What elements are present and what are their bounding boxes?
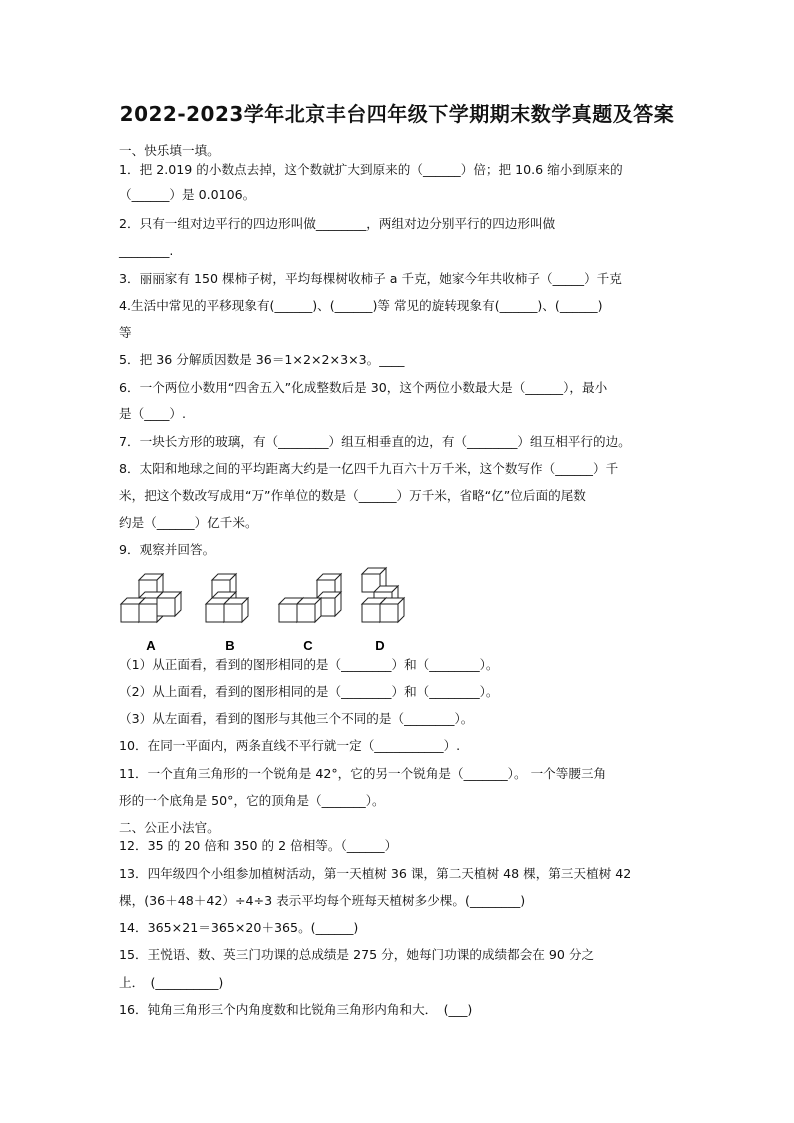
question-15-line-2: 上． (__________) — [119, 975, 224, 990]
question-6-line-2: 是（____）. — [119, 406, 186, 421]
question-1-line-1: 1．把 2.019 的小数点去掉，这个数就扩大到原来的（______）倍；把 10.6 缩小到原来的 — [119, 162, 623, 177]
question-4-line-2: 等 — [119, 325, 132, 340]
figure-d — [362, 568, 404, 622]
cube-figures — [112, 566, 412, 654]
figure-a — [121, 574, 181, 622]
figure-label-d: D — [375, 638, 385, 653]
figure-label-b: B — [225, 638, 235, 653]
question-13-line-1: 13．四年级四个小组参加植树活动，第一天植树 36 课，第二天植树 48 棵，第三天植树 42 — [119, 866, 632, 881]
question-8-line-3: 约是（______）亿千米。 — [119, 515, 258, 530]
figure-b — [206, 574, 248, 622]
question-6-line-1: 6．一个两位小数用“四舍五入”化成整数后是 30，这个两位小数最大是（______），最小 — [119, 380, 608, 395]
question-7: 7．一块长方形的玻璃，有（________）组互相垂直的边，有（________）组互相平行的边。 — [119, 434, 631, 449]
question-11-line-1: 11．一个直角三角形的一个锐角是 42°，它的另一个锐角是（_______）。 一个等腰三角 — [119, 766, 607, 781]
question-12: 12．35 的 20 倍和 350 的 2 倍相等。（______） — [119, 838, 398, 853]
question-9-part-2: （2）从上面看，看到的图形相同的是（________）和（________）。 — [119, 684, 499, 699]
question-4-line-1: 4.生活中常见的平移现象有(______)、(______)等 常见的旋转现象有(______)、(______) — [119, 298, 603, 313]
question-5: 5．把 36 分解质因数是 36＝1×2×2×3×3。____ — [119, 352, 405, 367]
question-14: 14．365×21＝365×20＋365。(______) — [119, 920, 359, 935]
question-13-line-2: 棵，(36＋48＋42）÷4÷3 表示平均每个班每天植树多少棵。(________) — [119, 893, 526, 908]
question-9-part-1: （1）从正面看，看到的图形相同的是（________）和（________）。 — [119, 657, 499, 672]
question-11-line-2: 形的一个底角是 50°，它的顶角是（_______）。 — [119, 793, 385, 808]
question-1-line-2: （______）是 0.0106。 — [119, 187, 256, 202]
section-heading-2: 二、公正小法官。 — [119, 820, 220, 835]
question-9: 9．观察并回答。 — [119, 542, 216, 557]
question-16: 16．钝角三角形三个内角度数和比锐角三角形内角和大． (___) — [119, 1002, 473, 1017]
figure-c — [279, 574, 341, 622]
section-heading-1: 一、快乐填一填。 — [119, 143, 220, 158]
question-15-line-1: 15．王悦语、数、英三门功课的总成绩是 275 分，她每门功课的成绩都会在 90 分之 — [119, 947, 595, 962]
question-10: 10．在同一平面内，两条直线不平行就一定（___________）. — [119, 738, 461, 753]
question-3: 3．丽丽家有 150 棵柿子树，平均每棵树收柿子 a 千克，她家今年共收柿子（_____）千克 — [119, 271, 622, 286]
figure-label-c: C — [303, 638, 313, 653]
question-8-line-2: 米，把这个数改写成用“万”作单位的数是（______）万千米，省略“亿”位后面的尾数 — [119, 488, 586, 503]
question-8-line-1: 8．太阳和地球之间的平均距离大约是一亿四千九百六十万千米，这个数写作（______）千 — [119, 461, 619, 476]
question-2-line-2: ________. — [119, 243, 174, 258]
question-9-part-3: （3）从左面看，看到的图形与其他三个不同的是（________）。 — [119, 711, 474, 726]
page-title: 2022-2023学年北京丰台四年级下学期期末数学真题及答案 — [119, 102, 675, 126]
question-2-line-1: 2．只有一组对边平行的四边形叫做________，两组对边分别平行的四边形叫做 — [119, 216, 556, 231]
figure-label-a: A — [146, 638, 156, 653]
